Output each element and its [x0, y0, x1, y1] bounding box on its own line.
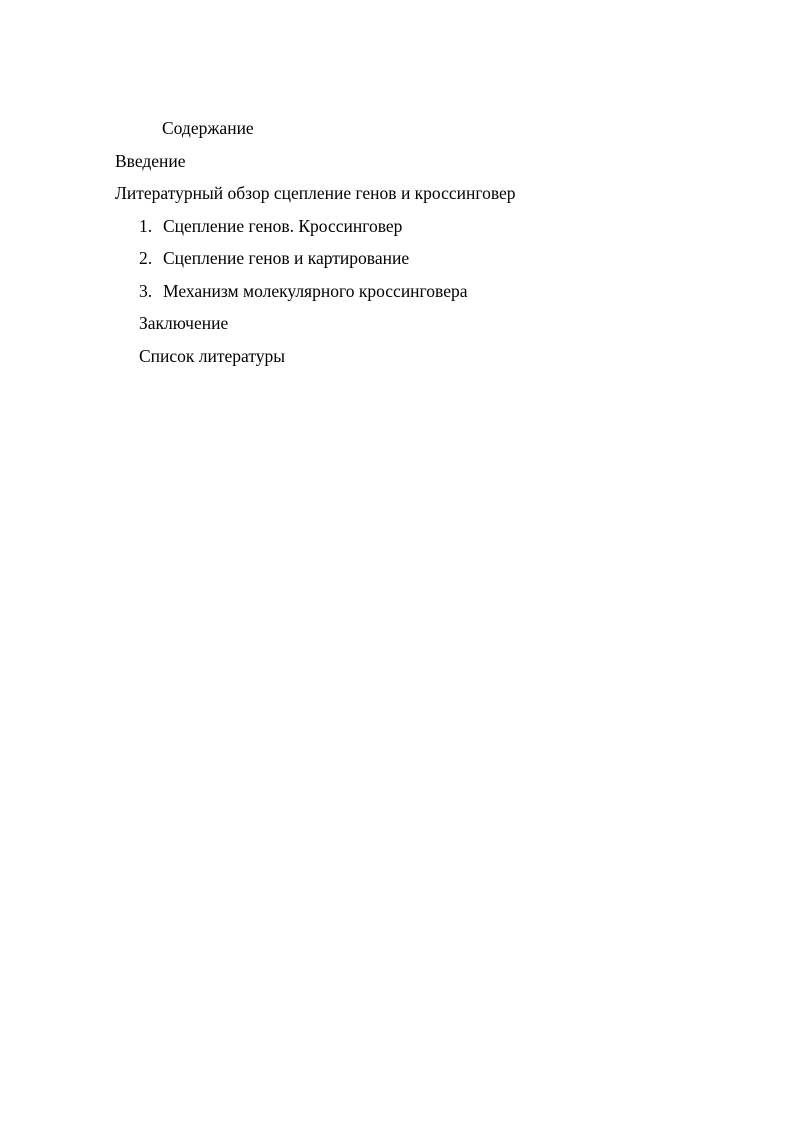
list-number: 1. [139, 216, 153, 236]
toc-list-item [139, 247, 409, 269]
toc-entry-conclusion: Заключение [139, 313, 229, 333]
toc-list-item [139, 280, 467, 302]
list-item-text: Механизм молекулярного кроссинговера [163, 281, 468, 301]
toc-list-item [139, 215, 402, 237]
list-number: 2. [139, 248, 153, 268]
list-item-text: Сцепление генов и картирование [163, 248, 410, 268]
toc-title: Содержание [162, 118, 254, 138]
toc-entry-literature-review: Литературный обзор сцепление генов и кроссинговер [115, 183, 516, 203]
list-item-text: Сцепление генов. Кроссинговер [163, 216, 403, 236]
toc-entry-references: Список литературы [139, 346, 286, 366]
toc-entry-intro: Введение [115, 151, 186, 171]
list-number: 3. [139, 281, 153, 301]
